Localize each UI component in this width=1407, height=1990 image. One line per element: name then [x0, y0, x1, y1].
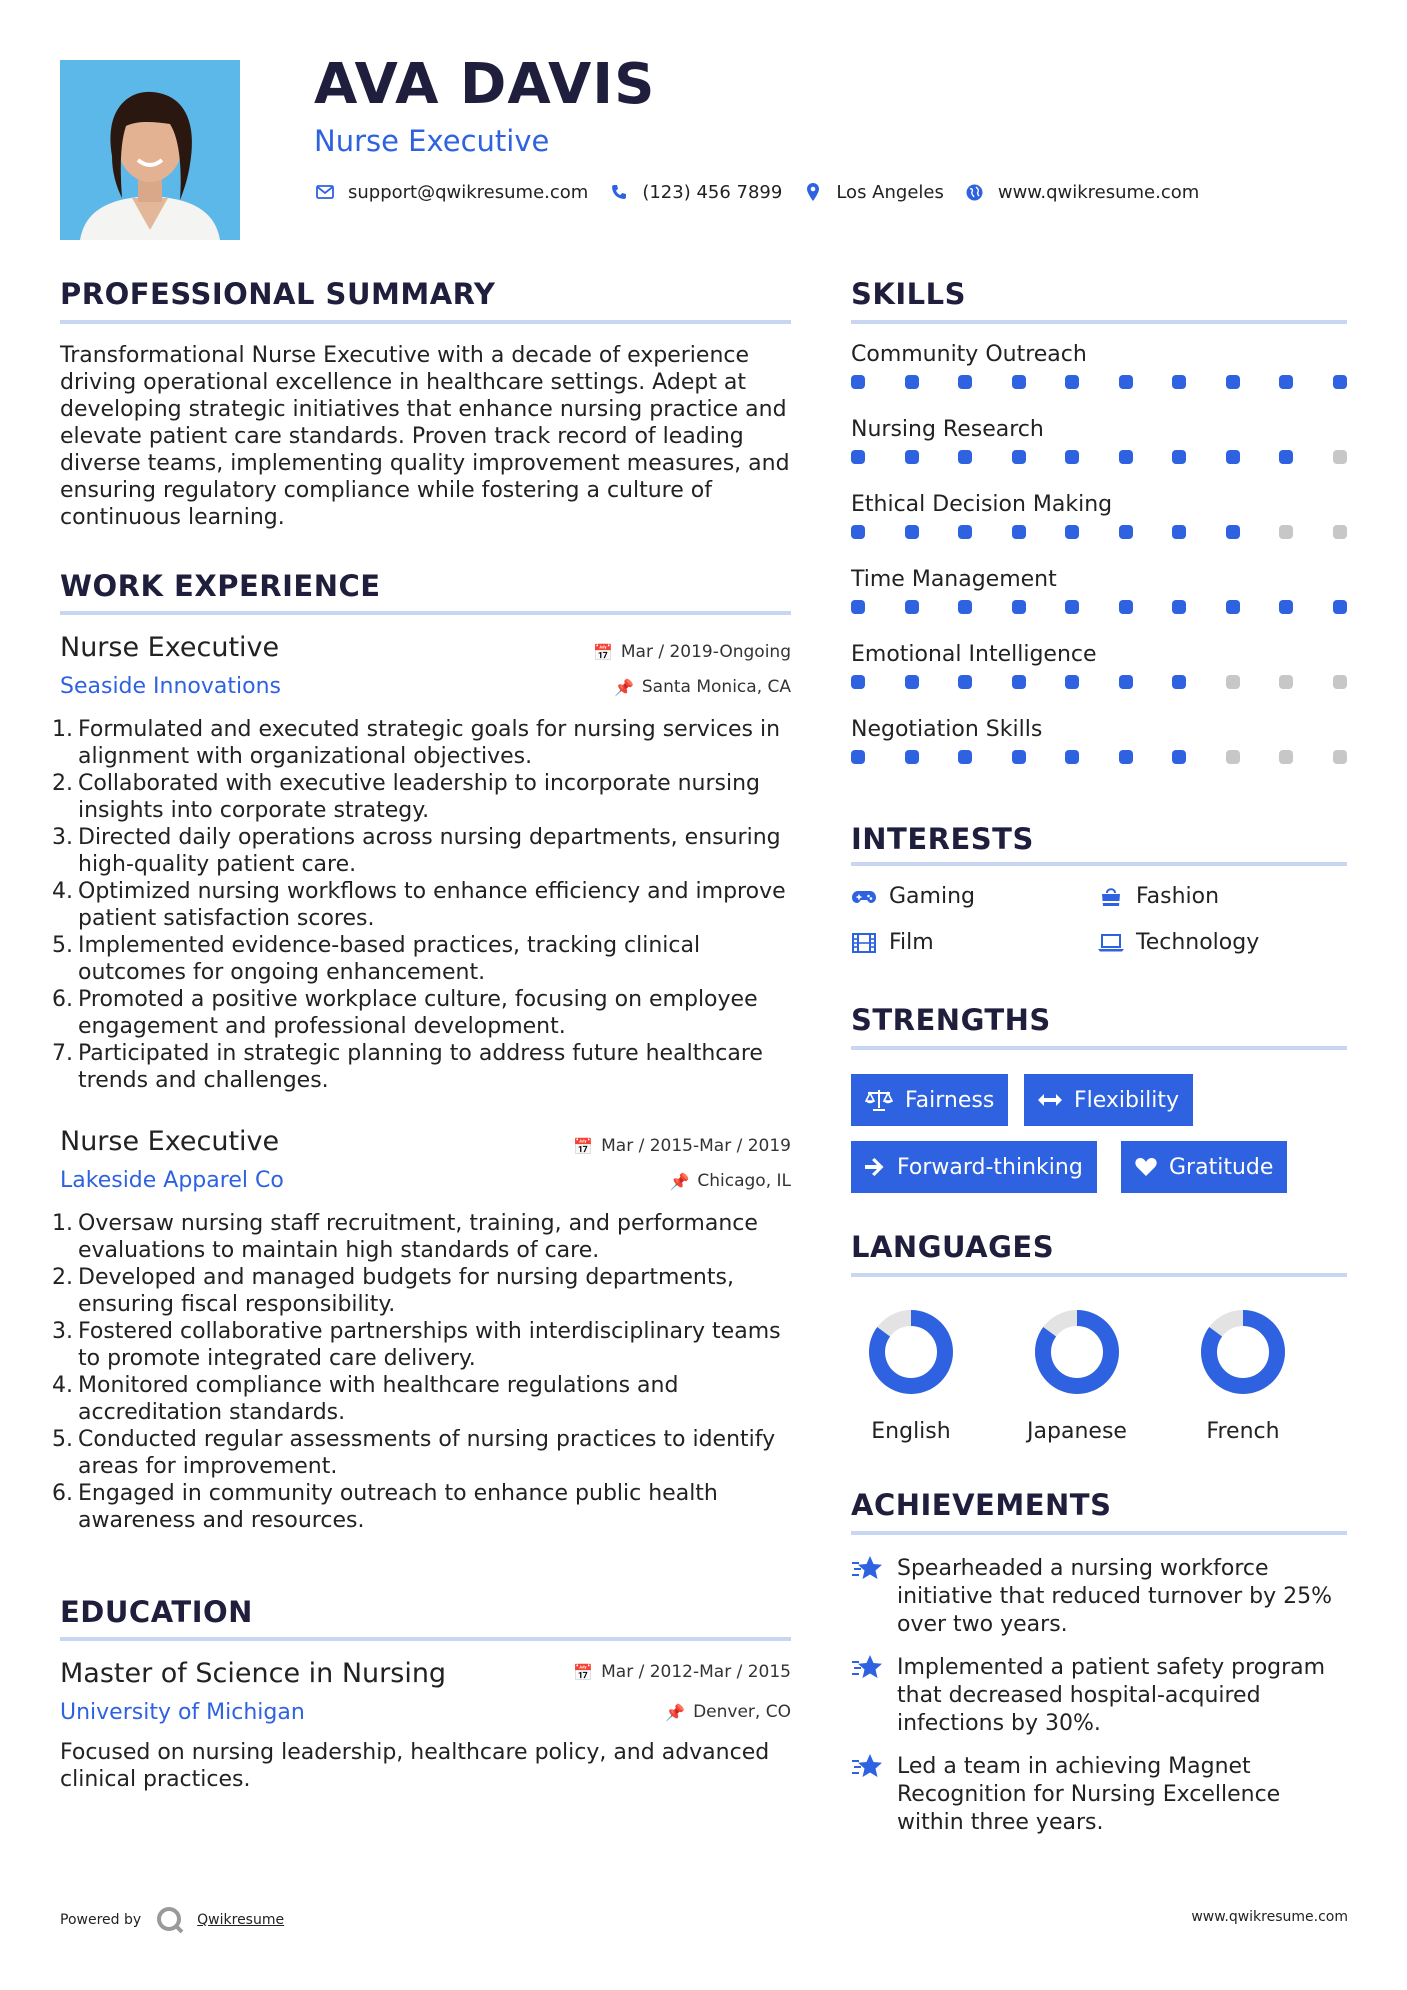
list-item: 7. Participated in strategic planning to address future healthcare trends and challenges.: [52, 1041, 763, 1093]
rating-dot-filled: [1172, 450, 1186, 464]
languages-divider: [851, 1273, 1347, 1277]
contact-phone[interactable]: (123) 456 7899: [642, 181, 783, 203]
skill-row: [851, 717, 1347, 792]
gamepad-icon: [851, 886, 877, 908]
rating-dot-filled: [1172, 375, 1186, 389]
skill-label: Community Outreach: [851, 342, 1087, 367]
contact-email[interactable]: support@qwikresume.com: [348, 181, 589, 203]
rating-dot-filled: [851, 375, 865, 389]
calendar-icon: 📅: [573, 1662, 594, 1682]
summary-text: Transformational Nurse Executive with a decade of experience driving operational excellence in healthcare settings. Adept at developing strategic initiatives that enhance nursing practice and elevate patient care standards. Proven track record of leading diverse teams, implementing quality improvement measures, and ensuring regulatory compliance while fostering a culture of continuous learning.: [60, 343, 790, 530]
rating-dot-filled: [905, 450, 919, 464]
experience-heading: WORK EXPERIENCE: [60, 569, 381, 603]
job-company: Seaside Innovations: [60, 674, 281, 699]
interest-item-film: [851, 930, 934, 955]
shopping-bag-icon: [1098, 886, 1124, 908]
film-icon: [851, 932, 877, 954]
rating-dot-filled: [1279, 450, 1293, 464]
rating-dot-filled: [958, 600, 972, 614]
interest-label: Fashion: [1136, 884, 1220, 909]
rating-dot-filled: [1065, 600, 1079, 614]
list-item: 5. Conducted regular assessments of nursing practices to identify areas for improvement.: [52, 1427, 776, 1479]
rating-dot-filled: [1333, 600, 1347, 614]
arrow-right-icon: [865, 1158, 885, 1176]
school-name: University of Michigan: [60, 1700, 305, 1725]
profile-photo: [60, 60, 240, 240]
strength-tag-fairness: [851, 1074, 1008, 1126]
rating-dot-filled: [1065, 450, 1079, 464]
strength-label: Gratitude: [1169, 1154, 1274, 1180]
candidate-name: AVA DAVIS: [314, 52, 656, 117]
rating-dot-filled: [958, 375, 972, 389]
skill-rating: [851, 750, 1347, 764]
footer-powered-by: [60, 1905, 284, 1935]
job-dates: [531, 1136, 791, 1156]
job-bullets: [52, 1210, 791, 1534]
star-icon: [851, 1555, 883, 1585]
education-location-text: Denver, CO: [693, 1702, 791, 1722]
list-item: 5. Implemented evidence-based practices, tracking clinical outcomes for ongoing enhancement.: [52, 933, 701, 985]
skills-list: [851, 342, 1347, 792]
degree-title: Master of Science in Nursing: [60, 1658, 447, 1689]
rating-dot-filled: [1119, 525, 1133, 539]
candidate-title: Nurse Executive: [314, 124, 550, 158]
achievement-item: [851, 1555, 1347, 1639]
strength-label: Flexibility: [1074, 1087, 1179, 1113]
list-item-text: Optimized nursing workflows to enhance efficiency and improve patient satisfaction scores.: [78, 879, 786, 931]
rating-dot-filled: [851, 750, 865, 764]
education-divider: [60, 1637, 791, 1641]
interest-label: Film: [889, 930, 934, 955]
language-ring: [1198, 1307, 1288, 1397]
rating-dot-filled: [1012, 675, 1026, 689]
map-pin-icon: [802, 181, 824, 203]
skills-heading: SKILLS: [851, 277, 966, 311]
job-location-text: Santa Monica, CA: [641, 677, 791, 697]
globe-icon: [964, 181, 986, 203]
language-item-japanese: [1017, 1307, 1137, 1444]
interest-label: Gaming: [889, 884, 975, 909]
qwikresume-link[interactable]: Qwikresume: [197, 1912, 285, 1928]
envelope-icon: [314, 181, 336, 203]
rating-dot-filled: [905, 525, 919, 539]
list-item-text: Promoted a positive workplace culture, focusing on employee engagement and professional development.: [78, 987, 758, 1039]
rating-dot-empty: [1226, 750, 1240, 764]
rating-dot-filled: [905, 375, 919, 389]
rating-dot-filled: [905, 600, 919, 614]
language-label: Japanese: [1027, 1419, 1127, 1444]
laptop-icon: [1098, 932, 1124, 954]
contact-location: Los Angeles: [836, 181, 944, 203]
list-item: 3. Directed daily operations across nursing departments, ensuring high-quality patient care.: [52, 825, 781, 877]
achievement-item: [851, 1654, 1347, 1738]
strengths-heading: STRENGTHS: [851, 1003, 1051, 1037]
rating-dot-filled: [1119, 600, 1133, 614]
rating-dot-empty: [1279, 750, 1293, 764]
skill-rating: [851, 525, 1347, 539]
star-icon: [851, 1753, 883, 1783]
education-dates: [531, 1662, 791, 1682]
list-item-text: Directed daily operations across nursing departments, ensuring high-quality patient care.: [78, 825, 781, 877]
pushpin-icon: 📌: [665, 1702, 686, 1722]
list-item: 2. Developed and managed budgets for nursing departments, ensuring fiscal responsibility.: [52, 1265, 734, 1317]
language-item-french: [1183, 1307, 1303, 1444]
education-description: Focused on nursing leadership, healthcare policy, and advanced clinical practices.: [60, 1740, 770, 1792]
rating-dot-filled: [1065, 675, 1079, 689]
rating-dot-empty: [1279, 525, 1293, 539]
language-ring: [866, 1307, 956, 1397]
arrows-horizontal-icon: [1038, 1094, 1062, 1106]
interest-item-technology: [1098, 930, 1259, 955]
list-item: 6. Engaged in community outreach to enhance public health awareness and resources.: [52, 1481, 718, 1533]
experience-divider: [60, 611, 791, 615]
rating-dot-filled: [958, 525, 972, 539]
footer-website[interactable]: www.qwikresume.com: [1191, 1909, 1348, 1925]
rating-dot-filled: [905, 750, 919, 764]
rating-dot-filled: [958, 750, 972, 764]
interest-label: Technology: [1136, 930, 1260, 955]
balance-scale-icon: [865, 1089, 893, 1111]
skill-rating: [851, 450, 1347, 464]
job-company: Lakeside Apparel Co: [60, 1168, 284, 1193]
achievements-divider: [851, 1531, 1347, 1535]
rating-dot-filled: [1226, 375, 1240, 389]
contact-bar: [314, 178, 1219, 206]
skill-row: [851, 567, 1347, 642]
skill-label: Emotional Intelligence: [851, 642, 1097, 667]
summary-divider: [60, 320, 791, 324]
rating-dot-filled: [1172, 675, 1186, 689]
list-item-text: Participated in strategic planning to address future healthcare trends and challenges.: [78, 1041, 763, 1093]
rating-dot-filled: [1119, 375, 1133, 389]
skill-label: Nursing Research: [851, 417, 1044, 442]
strengths-divider: [851, 1046, 1347, 1050]
job-dates-text: Mar / 2015-Mar / 2019: [601, 1136, 791, 1156]
interest-item-fashion: [1098, 884, 1219, 909]
rating-dot-filled: [1119, 675, 1133, 689]
rating-dot-filled: [1119, 750, 1133, 764]
job-location: [551, 677, 791, 697]
skill-row: [851, 492, 1347, 567]
skills-divider: [851, 320, 1347, 324]
strength-label: Fairness: [905, 1087, 995, 1113]
skill-row: [851, 417, 1347, 492]
list-item-text: Monitored compliance with healthcare regulations and accreditation standards.: [78, 1373, 679, 1425]
strength-tag-flexibility: [1024, 1074, 1193, 1126]
pushpin-icon: 📌: [669, 1171, 690, 1191]
achievement-item: [851, 1753, 1347, 1837]
strength-tag-forward-thinking: [851, 1141, 1097, 1193]
rating-dot-empty: [1333, 750, 1347, 764]
skill-rating: [851, 600, 1347, 614]
rating-dot-filled: [905, 675, 919, 689]
rating-dot-filled: [958, 450, 972, 464]
list-item: 4. Optimized nursing workflows to enhance efficiency and improve patient satisfaction scores.: [52, 879, 786, 931]
list-item: 1. Formulated and executed strategic goals for nursing services in alignment with organizational objectives.: [52, 717, 781, 769]
language-ring: [1032, 1307, 1122, 1397]
list-item: 3. Fostered collaborative partnerships with interdisciplinary teams to promote integrated care delivery.: [52, 1319, 781, 1371]
summary-heading: PROFESSIONAL SUMMARY: [60, 277, 496, 311]
rating-dot-filled: [1279, 375, 1293, 389]
rating-dot-filled: [1065, 750, 1079, 764]
rating-dot-filled: [851, 450, 865, 464]
pushpin-icon: 📌: [613, 677, 634, 697]
languages-heading: LANGUAGES: [851, 1230, 1055, 1264]
language-label: French: [1206, 1419, 1280, 1444]
phone-icon: [608, 181, 630, 203]
list-item: 4. Monitored compliance with healthcare regulations and accreditation standards.: [52, 1373, 679, 1425]
rating-dot-filled: [1172, 750, 1186, 764]
powered-by-text: Powered by: [60, 1912, 142, 1928]
rating-dot-empty: [1279, 675, 1293, 689]
list-item-text: Formulated and executed strategic goals for nursing services in alignment with organizational objectives.: [78, 717, 781, 769]
rating-dot-filled: [1172, 600, 1186, 614]
rating-dot-filled: [1012, 750, 1026, 764]
list-item-text: Collaborated with executive leadership to incorporate nursing insights into corporate strategy.: [78, 771, 761, 823]
language-item-english: [851, 1307, 971, 1444]
rating-dot-filled: [851, 675, 865, 689]
list-item-text: Oversaw nursing staff recruitment, training, and performance evaluations to maintain high standards of care.: [78, 1211, 758, 1263]
achievement-text: Led a team in achieving Magnet Recognition for Nursing Excellence within three years.: [897, 1754, 1281, 1835]
rating-dot-filled: [1065, 375, 1079, 389]
rating-dot-empty: [1226, 675, 1240, 689]
skill-row: [851, 342, 1347, 417]
rating-dot-filled: [1119, 450, 1133, 464]
rating-dot-empty: [1333, 450, 1347, 464]
achievements-heading: ACHIEVEMENTS: [851, 1488, 1112, 1522]
rating-dot-empty: [1333, 525, 1347, 539]
language-label: English: [871, 1419, 951, 1444]
achievement-text: Implemented a patient safety program that decreased hospital-acquired infections by 30%.: [897, 1655, 1326, 1736]
star-icon: [851, 1654, 883, 1684]
list-item-text: Developed and managed budgets for nursing departments, ensuring fiscal responsibility.: [78, 1265, 734, 1317]
rating-dot-filled: [1226, 525, 1240, 539]
rating-dot-filled: [1333, 375, 1347, 389]
list-item-text: Engaged in community outreach to enhance public health awareness and resources.: [78, 1481, 718, 1533]
job-dates: [551, 642, 791, 662]
interest-item-gaming: [851, 884, 975, 909]
skill-rating: [851, 675, 1347, 689]
rating-dot-filled: [1012, 375, 1026, 389]
interests-heading: INTERESTS: [851, 822, 1034, 856]
education-heading: EDUCATION: [60, 1595, 253, 1629]
list-item-text: Conducted regular assessments of nursing practices to identify areas for improvement.: [78, 1427, 776, 1479]
job-title: Nurse Executive: [60, 632, 280, 663]
skill-row: [851, 642, 1347, 717]
skill-label: Time Management: [851, 567, 1057, 592]
avatar: [60, 60, 240, 240]
education-dates-text: Mar / 2012-Mar / 2015: [601, 1662, 791, 1682]
rating-dot-filled: [851, 600, 865, 614]
achievement-text: Spearheaded a nursing workforce initiative that reduced turnover by 25% over two years.: [897, 1556, 1333, 1637]
rating-dot-filled: [1279, 600, 1293, 614]
rating-dot-filled: [1065, 525, 1079, 539]
contact-website[interactable]: www.qwikresume.com: [997, 181, 1200, 203]
skill-label: Ethical Decision Making: [851, 492, 1113, 517]
job-bullets: [52, 716, 791, 1094]
rating-dot-filled: [958, 675, 972, 689]
calendar-icon: 📅: [592, 642, 613, 662]
job-location: [551, 1171, 791, 1191]
list-item: 6. Promoted a positive workplace culture, focusing on employee engagement and professional development.: [52, 987, 758, 1039]
rating-dot-filled: [851, 525, 865, 539]
calendar-icon: 📅: [573, 1136, 594, 1156]
rating-dot-filled: [1012, 525, 1026, 539]
education-location: [551, 1702, 791, 1722]
rating-dot-empty: [1333, 675, 1347, 689]
heart-icon: [1135, 1157, 1157, 1177]
rating-dot-filled: [1226, 600, 1240, 614]
rating-dot-filled: [1226, 450, 1240, 464]
list-item-text: Implemented evidence-based practices, tracking clinical outcomes for ongoing enhancement.: [78, 933, 701, 985]
skill-label: Negotiation Skills: [851, 717, 1043, 742]
strength-label: Forward-thinking: [897, 1154, 1083, 1180]
list-item: 1. Oversaw nursing staff recruitment, training, and performance evaluations to maintain high standards of care.: [52, 1211, 758, 1263]
list-item: 2. Collaborated with executive leadership to incorporate nursing insights into corporate strategy.: [52, 771, 761, 823]
qwikresume-logo-icon: [155, 1905, 185, 1935]
strength-tag-gratitude: [1121, 1141, 1287, 1193]
skill-rating: [851, 375, 1347, 389]
interests-divider: [851, 862, 1347, 866]
rating-dot-filled: [1012, 600, 1026, 614]
rating-dot-filled: [1012, 450, 1026, 464]
job-dates-text: Mar / 2019-Ongoing: [620, 642, 791, 662]
job-title: Nurse Executive: [60, 1126, 280, 1157]
list-item-text: Fostered collaborative partnerships with interdisciplinary teams to promote integrated care delivery.: [78, 1319, 781, 1371]
job-location-text: Chicago, IL: [697, 1171, 791, 1191]
rating-dot-filled: [1172, 525, 1186, 539]
